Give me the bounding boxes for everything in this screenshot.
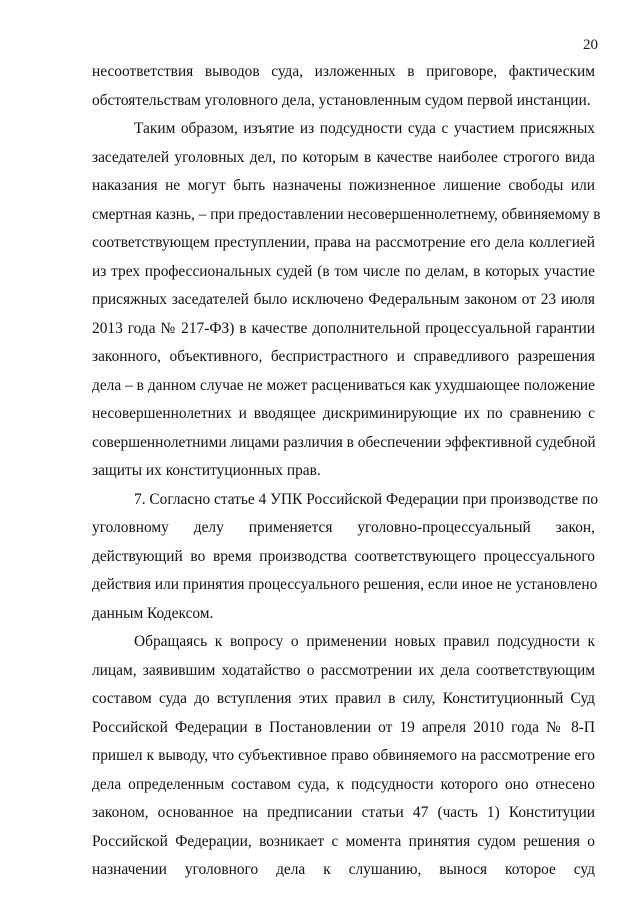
text-line: присяжных заседателей было исключено Федеральным законом от 23 июля <box>92 291 595 308</box>
text-line: Российской Федерации, возникает с момента принятия судом решения о <box>92 832 595 850</box>
text-line: 2013 года № 217-ФЗ) в качестве дополнительной процессуальной гарантии <box>92 319 595 337</box>
text-line: законом, основанное на предписании статьи 47 (часть 1) Конституции <box>92 804 595 821</box>
text-line: 7. Согласно статье 4 УПК Российской Федерации при производстве по <box>134 490 599 508</box>
text-line: наказания не могут быть назначены пожизненное лишение свободы или <box>92 177 595 194</box>
text-line: смертная казнь, – при предоставлении несовершеннолетнему, обвиняемому в <box>92 205 601 223</box>
text-line: Таким образом, изъятие из подсудности суда с участием присяжных <box>134 120 595 137</box>
text-line: соответствующем преступлении, права на рассмотрение его дела коллегией <box>92 234 595 251</box>
text-line: лицам, заявившим ходатайство о рассмотрении их дела соответствующим <box>92 661 595 679</box>
text-line: несоответствия выводов суда, изложенных в приговоре, фактическим <box>92 63 595 80</box>
text-line: заседателей уголовных дел, по которым в качестве наиболее строгого вида <box>92 148 595 166</box>
text-line: защиты их конституционных прав. <box>92 462 321 479</box>
text-line: назначении уголовного дела к слушанию, вынося которое суд <box>92 861 595 878</box>
text-line: действия или принятия процессуального решения, если иное не установлено <box>92 576 598 593</box>
text-line: уголовному делу применяется уголовно-процессуальный закон, <box>92 519 595 536</box>
text-line: законного, объективного, беспристрастного и справедливого разрешения <box>92 348 595 365</box>
text-line: совершеннолетними лицами различия в обеспечении эффективной судебной <box>92 433 596 451</box>
text-line: данным Кодексом. <box>92 604 214 622</box>
text-line: из трех профессиональных судей (в том числе по делам, в которых участие <box>92 262 595 280</box>
text-line: составом суда до вступления этих правил в силу, Конституционный Суд <box>92 690 595 707</box>
text-line: Обращаясь к вопросу о применении новых правил подсудности к <box>134 633 595 650</box>
text-line: дела – в данном случае не может расцениваться как ухудшающее положение <box>92 376 595 394</box>
page-number: 20 <box>583 37 598 53</box>
text-line: пришел к выводу, что субъективное право обвиняемого на рассмотрение его <box>92 747 595 764</box>
text-line: несовершеннолетних и вводящее дискриминирующие их по сравнению с <box>92 405 595 422</box>
body-text <box>92 58 601 885</box>
text-line: Российской Федерации в Постановлении от 19 апреля 2010 года № 8-П <box>92 718 595 736</box>
text-line: обстоятельствам уголовного дела, установленным судом первой инстанции. <box>92 91 591 109</box>
text-line: действующий во время производства соответствующего процессуального <box>92 547 595 565</box>
text-line: дела определенным составом суда, к подсудности которого оно отнесено <box>92 775 595 793</box>
